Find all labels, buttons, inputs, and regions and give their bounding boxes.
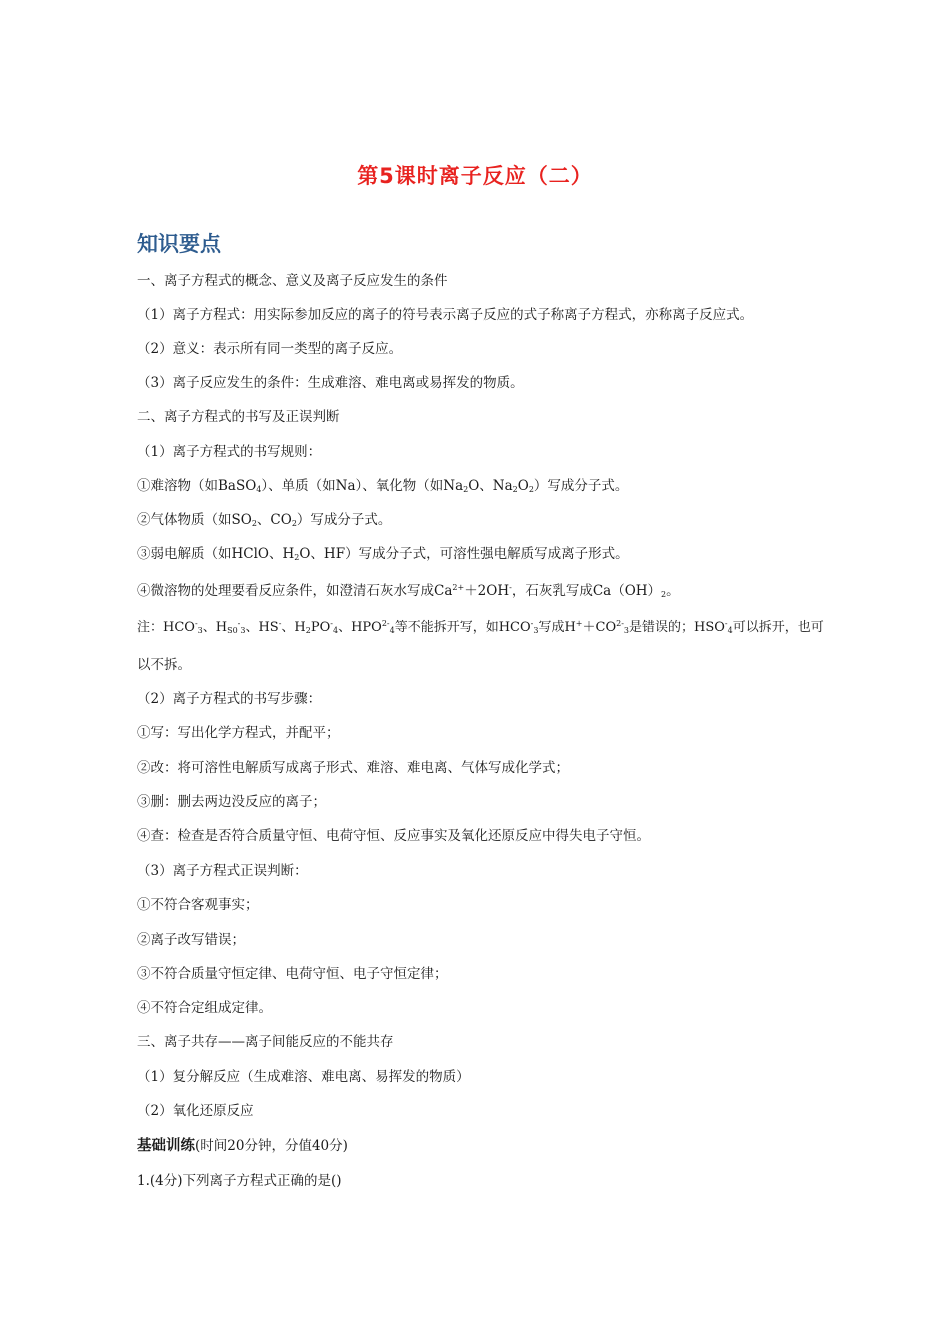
training-label: 基础训练 (137, 1138, 195, 1154)
rule-3: ③弱电解质（如HClO、$H_2O$、HF）写成分子式，可溶性强电解质写成离子形式。 (137, 546, 629, 562)
step-2: ②改：将可溶性电解质写成离子形式、难溶、难电离、气体写成化学式； (137, 760, 569, 776)
part3-heading: 三、离子共存——离子间能反应的不能共存 (137, 1034, 394, 1050)
steps-heading: （2）离子方程式的书写步骤： (137, 691, 322, 707)
judge-1: ①不符合客观事实； (137, 897, 259, 913)
part3-item-2: （2）氧化还原反应 (137, 1103, 254, 1119)
judge-heading: （3）离子方程式正误判断： (137, 863, 308, 879)
judge-3: ③不符合质量守恒定律、电荷守恒、电子守恒定律； (137, 966, 448, 982)
part1-item-3: （3）离子反应发生的条件：生成难溶、难电离或易挥发的物质。 (137, 375, 524, 391)
step-4: ④查：检查是否符合质量守恒、电荷守恒、反应事实及氧化还原反应中得失电子守恒。 (137, 828, 650, 844)
training-info: (时间20分钟，分值40分) (195, 1138, 348, 1154)
note-line-1: 注：$HCO^-_3$、$H_{S0}^-_3$、HS-、$H_2PO^-_4$、$HPO^{2-}_4$等不能拆开写，如$HCO^-_3$写成$H^++CO^{2-}_3$是错误的；$HSO^-_4$可以拆开，也可 (137, 619, 824, 635)
part1-heading: 一、离子方程式的概念、意义及离子反应发生的条件 (137, 273, 448, 289)
question-1: 1.(4分)下列离子方程式正确的是() (137, 1173, 342, 1189)
step-3: ③删：删去两边没反应的离子； (137, 794, 326, 810)
rule-1: ①难溶物（如BaSO$_4$）、单质（如Na）、氧化物（如$Na_2O$、$Na_2O_2$）写成分子式。 (137, 478, 629, 494)
section-heading: 知识要点 (137, 232, 221, 256)
judge-4: ④不符合定组成定律。 (137, 1000, 272, 1016)
part2-heading: 二、离子方程式的书写及正误判断 (137, 409, 340, 425)
rule-2: ②气体物质（如$SO_2$、$CO_2$）写成分子式。 (137, 512, 392, 528)
part1-item-2: （2）意义：表示所有同一类型的离子反应。 (137, 341, 403, 357)
part1-item-1: （1）离子方程式：用实际参加反应的离子的符号表示离子反应的式子称离子方程式，亦称离子反应式。 (137, 307, 754, 323)
page-title: 第5课时离子反应（二） (357, 164, 593, 188)
judge-2: ②离子改写错误； (137, 932, 245, 948)
training-header (137, 1136, 348, 1156)
note-line-2: 以不拆。 (137, 657, 191, 673)
step-1: ①写：写出化学方程式，并配平； (137, 725, 340, 741)
part3-item-1: （1）复分解反应（生成难溶、难电离、易挥发的物质） (137, 1069, 470, 1085)
rules-heading: （1）离子方程式的书写规则： (137, 444, 322, 460)
rule-4: ④微溶物的处理要看反应条件，如澄清石灰水写成$Ca^{2+}+2OH^-$，石灰乳写成$Ca(OH)_2$。 (137, 583, 680, 599)
